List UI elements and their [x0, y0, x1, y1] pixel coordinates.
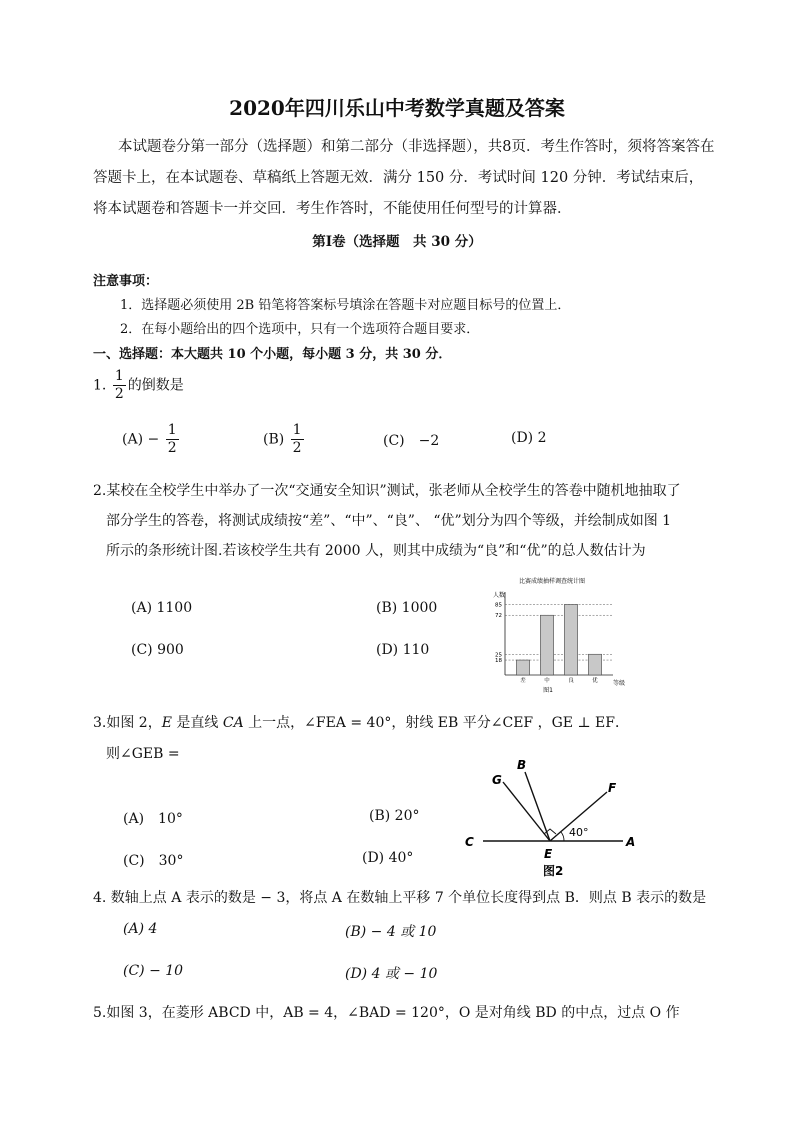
y-tick-label: 85	[495, 602, 502, 609]
intro-line-1: 本试题卷分第一部分（选择题）和第二部分（非选择题），共8页．考生作答时，须将答案答在	[118, 139, 715, 155]
q4-option-c: (C) − 10	[123, 963, 184, 979]
fraction	[113, 368, 126, 403]
fraction-numerator: 1	[292, 422, 302, 438]
y-tick-label: 18	[495, 658, 502, 665]
q3-option-a: (A) 10°	[123, 811, 183, 827]
x-tick-label: 优	[592, 678, 598, 684]
q5-line-1: 5.如图 3，在菱形 ABCD 中，AB = 4，∠BAD = 120°，O 是对角线 BD 的中点，过点 O 作	[93, 1005, 680, 1021]
line-ca-label: CA	[222, 715, 244, 731]
q2-line-2: 部分学生的答卷，将测试成绩按“差”、“中”、“良”、 “优”划分为四个等级，并绘制成如图 1	[106, 513, 672, 529]
angle-arc	[561, 832, 564, 841]
fraction	[166, 422, 179, 457]
bar-chart-figure-1	[470, 572, 635, 697]
q3-line-1	[93, 712, 629, 732]
q3-option-d: (D) 40°	[362, 850, 414, 866]
page-title: 2020年四川乐山中考数学真题及答案	[229, 96, 565, 120]
q2-option-a: (A) 1100	[131, 600, 193, 616]
point-e-label: E	[161, 715, 172, 731]
label-e: E	[544, 847, 553, 861]
y-tick-label: 25	[495, 652, 502, 659]
note-item-1: 1．选择题必须使用 2B 铅笔将答案标号填涂在答题卡对应题目标号的位置上．	[120, 298, 571, 313]
fraction-denominator: 2	[114, 386, 124, 402]
q2-option-c: (C) 900	[131, 642, 184, 658]
bar	[564, 604, 577, 675]
chart-caption: 图1	[543, 687, 553, 694]
q1-option-b	[263, 422, 306, 457]
q4-option-d: (D) 4 或 − 10	[345, 966, 438, 982]
q2-line-1: 2.某校在全校学生中举办了一次“交通安全知识”测试，张老师从全校学生的答卷中随机地抽取了	[93, 483, 681, 499]
fraction	[291, 422, 304, 457]
x-tick-label: 差	[520, 678, 526, 684]
fraction-denominator: 2	[292, 440, 302, 456]
fraction-denominator: 2	[167, 440, 177, 456]
y-axis-label: 人数	[493, 592, 506, 599]
q4-line-1: 4. 数轴上点 A 表示的数是 − 3，将点 A 在数轴上平移 7 个单位长度得到点 B．则点 B 表示的数是	[93, 890, 707, 906]
x-axis-label: 等级	[613, 680, 626, 687]
option-label: (A)	[122, 431, 144, 448]
label-f: F	[608, 781, 617, 795]
question-text: 的倒数是	[127, 377, 184, 394]
fraction-numerator: 1	[167, 422, 177, 438]
label-a: A	[626, 835, 636, 849]
q3-option-b: (B) 20°	[369, 808, 420, 824]
ray-eb	[525, 772, 550, 841]
q1-option-a	[122, 422, 181, 457]
question-number: 1.	[93, 377, 107, 394]
q3-option-c: (C) 30°	[123, 853, 184, 869]
part-title: 第Ⅰ卷（选择题 共 30 分）	[312, 234, 482, 250]
y-tick-label: 72	[495, 613, 502, 620]
minus-sign: −	[147, 431, 160, 448]
chart-title: 比赛成绩抽样调查统计图	[518, 578, 586, 585]
bar	[516, 660, 529, 675]
figure-caption: 图2	[543, 864, 564, 878]
notes-heading: 注意事项：	[93, 274, 159, 289]
q3-line-2: 则∠GEB =	[106, 746, 180, 762]
x-tick-label: 中	[544, 678, 550, 684]
ray-eg	[503, 782, 550, 841]
note-item-2: 2．在每小题给出的四个选项中，只有一个选项符合题目要求．	[120, 322, 480, 337]
bar	[540, 615, 553, 675]
label-b: B	[517, 758, 527, 772]
q2-line-3: 所示的条形统计图.若该校学生共有 2000 人，则其中成绩为“良”和“优”的总人数估计为	[106, 543, 646, 559]
section-heading: 一、选择题：本大题共 10 个小题，每小题 3 分，共 30 分．	[93, 347, 452, 362]
q2-option-d: (D) 110	[376, 642, 430, 658]
q4-option-b: (B) − 4 或 10	[345, 924, 437, 940]
question-1	[93, 368, 184, 403]
angle-label: 40°	[569, 826, 589, 839]
bar	[588, 654, 601, 675]
x-tick-label: 良	[568, 678, 574, 684]
q3-mid: 是直线	[171, 715, 223, 731]
option-label: (B)	[263, 431, 285, 448]
q2-option-b: (B) 1000	[376, 600, 438, 616]
intro-line-2: 答题卡上，在本试题卷、草稿纸上答题无效．满分 150 分．考试时间 120 分钟．考试结束后，	[93, 170, 704, 186]
label-c: C	[465, 835, 474, 849]
q3-rest: 上一点，∠FEA = 40°，射线 EB 平分∠CEF ，GE ⊥ EF．	[243, 715, 629, 731]
q1-option-c: (C) −2	[383, 433, 440, 449]
intro-line-3: 将本试题卷和答题卡一并交回．考生作答时，不能使用任何型号的计算器．	[93, 201, 572, 217]
q3-prefix: 3.如图 2，	[93, 715, 162, 731]
geometry-figure-2	[455, 752, 645, 884]
q1-option-d: (D) 2	[511, 430, 547, 446]
q4-option-a: (A) 4	[123, 921, 158, 937]
label-g: G	[492, 773, 502, 787]
fraction-numerator: 1	[114, 368, 124, 384]
